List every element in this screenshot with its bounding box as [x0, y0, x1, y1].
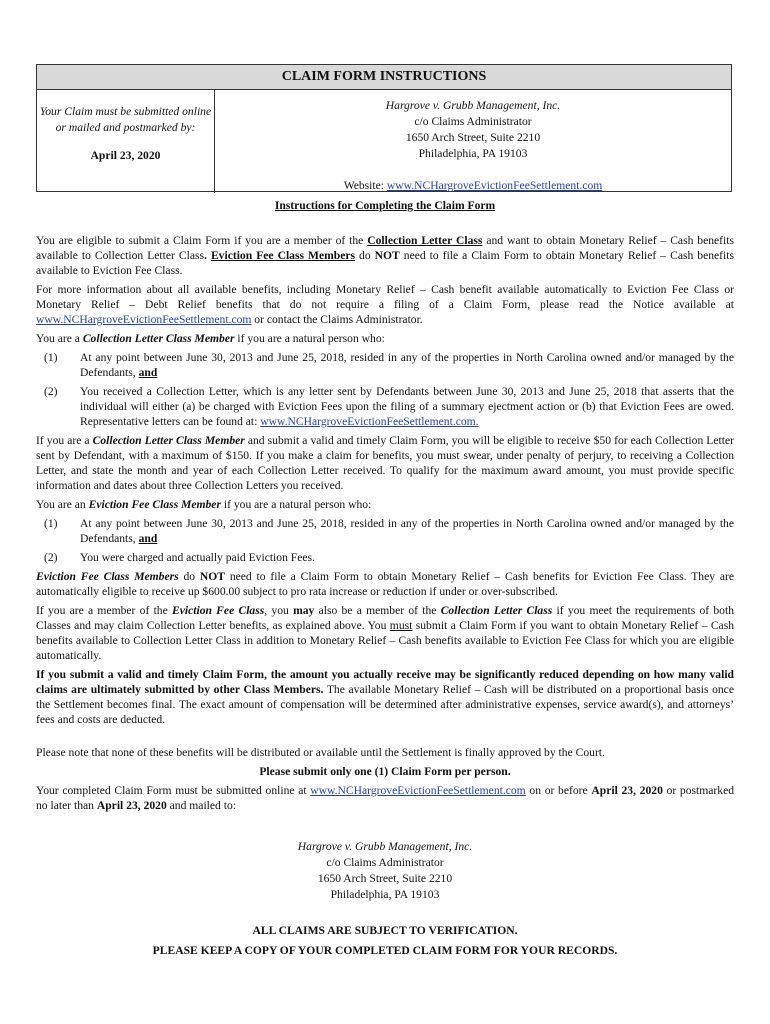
address-line-4: Philadelphia, PA 19103 [330, 888, 440, 901]
address-line-2: c/o Claims Administrator [414, 115, 532, 128]
text: if you meet the requirements of both Classes and may claim Collection Letter benefits, as explained above. You [36, 604, 734, 632]
paragraph-eligibility [36, 233, 734, 278]
collection-letter-class-term: Collection Letter Class Member [92, 434, 245, 447]
text: For more information about all available benefits, including Monetary Relief – Cash benefit available automatically to Eviction Fee Class or Monetary Relief – Debt Relief benefits that do not require a filing of a Claim Form, please read the Notice available at [36, 283, 734, 311]
eviction-fee-class-term: Eviction Fee Class [172, 604, 265, 617]
list-number: (1) [44, 351, 58, 364]
list-number: (2) [44, 551, 58, 564]
one-claim-notice: Please submit only one (1) Claim Form per person. [259, 765, 511, 778]
text: You are a [36, 332, 83, 345]
deadline-note: Your Claim must be submitted online or mailed and postmarked by: [39, 105, 212, 134]
spacer [36, 903, 734, 921]
list-text: You were charged and actually paid Eviction Fees. [80, 551, 315, 564]
not-emphasis: NOT [374, 249, 400, 262]
list-item [36, 550, 734, 565]
deadline-date: April 23, 2020 [90, 149, 161, 162]
website-link[interactable]: www.NCHargroveEvictionFeeSettlement.com. [260, 415, 479, 428]
deadline-cell [37, 90, 215, 193]
text: You received a Collection Letter, which is any letter sent by Defendants between June 30, 2013 and June 25, 2018 that asserts that the individual will either (a) be charged with Eviction Fees upon the filing of a summary ejectment action or (b) that Eviction Fees are owed. Representative letters can be found at: [80, 385, 734, 428]
eviction-fee-class-term: Eviction Fee Class Members [36, 570, 179, 583]
list-text [80, 350, 734, 380]
text: or contact the Claims Administrator. [251, 313, 423, 326]
text: do [355, 249, 375, 262]
text: At any point between June 30, 2013 and June 25, 2018, resided in any of the properties in North Carolina owned and/or managed by the Defendants, [80, 351, 734, 379]
website-label: Website: [343, 179, 387, 192]
text: and want to obtain Monetary Relief – Cash benefits available to Collection Letter Class [36, 234, 735, 262]
text: At any point between June 30, 2013 and June 25, 2018, resided in any of the properties in North Carolina owned and/or managed by the Defendants, [80, 517, 734, 545]
address-line-2: c/o Claims Administrator [326, 856, 444, 869]
text: if you are a natural person who: [220, 498, 372, 511]
list-item [36, 350, 734, 380]
text: If you are a member of the [36, 604, 172, 617]
spacer [36, 817, 734, 839]
paragraph-both-classes [36, 603, 734, 663]
may-emphasis: may [293, 604, 315, 617]
paragraph-collection-class-def [36, 331, 734, 346]
address-line-4: Philadelphia, PA 19103 [418, 147, 528, 160]
list-text [80, 384, 734, 429]
text: and mailed to: [166, 799, 236, 812]
text: need to file a Claim Form to obtain Monetary Relief – Cash benefits available to Eviction Fee Class. [36, 249, 734, 277]
deadline-date: April 23, 2020 [591, 784, 663, 797]
text: or postmarked no later than [36, 784, 735, 812]
text: Your completed Claim Form must be submitted online at [36, 784, 311, 797]
verification-notice: ALL CLAIMS ARE SUBJECT TO VERIFICATION. [252, 924, 518, 937]
deadline-date: April 23, 2020 [96, 799, 167, 812]
paragraph-eviction-automatic [36, 569, 734, 599]
text: You are an [36, 498, 89, 511]
list-number: (2) [44, 385, 58, 398]
paragraph-submission [36, 783, 734, 813]
text: , you [264, 604, 294, 617]
not-emphasis: NOT [199, 570, 226, 583]
address-line-3: 1650 Arch Street, Suite 2210 [405, 131, 541, 144]
website-link[interactable]: www.NCHargroveEvictionFeeSettlement.com [36, 313, 252, 326]
text: and submit a valid and timely Claim Form, you will be eligible to receive $50 for each Collection Letter sent by Defendant, with a maximum of $150. If you make a claim for benefits, you must swear, under penalty of perjury, to receiving a Collection Letter, and state the month and year of each Collection Letter received. To qualify for the maximum award amount, you must provide specific information and dates about three Collection Letters you received. [36, 434, 734, 492]
paragraph-collection-benefits [36, 433, 734, 493]
website-line [215, 178, 731, 194]
text: If you are a [36, 434, 93, 447]
text: also be a member of the [314, 604, 441, 617]
collection-letter-class-term: Collection Letter Class Member [82, 332, 235, 345]
section-subheading: Instructions for Completing the Claim Form [274, 199, 496, 212]
address-cell [215, 90, 731, 193]
collection-letter-class-term: Collection Letter Class [367, 234, 483, 247]
instructions-header-box [36, 64, 732, 192]
website-link[interactable]: www.NCHargroveEvictionFeeSettlement.com [310, 784, 526, 797]
case-name: Hargrove v. Grubb Management, Inc. [385, 99, 561, 112]
and-emphasis: and [138, 366, 158, 379]
text: do [178, 570, 200, 583]
instructions-body [36, 198, 734, 961]
text: submit a Claim Form if you want to obtain Monetary Relief – Cash benefits available to Collection Letter Class in addition to Monetary Relief – Cash benefits available to Eviction Fee Class for which you are eligible automatically. [36, 619, 735, 662]
spacer [36, 731, 734, 745]
paragraph-eviction-class-def [36, 497, 734, 512]
list-item [36, 384, 734, 429]
text: You are eligible to submit a Claim Form if you are a member of the [36, 234, 368, 247]
list-text [80, 516, 734, 546]
list-number: (1) [44, 517, 58, 530]
text: . [204, 249, 211, 262]
text: if you are a natural person who: [234, 332, 385, 345]
eviction-fee-class-term: Eviction Fee Class Member [88, 498, 221, 511]
case-name: Hargrove v. Grubb Management, Inc. [297, 840, 473, 853]
paragraph-approval-note: Please note that none of these benefits will be distributed or available until the Settlement is finally approved by the Court. [36, 746, 605, 759]
collection-letter-class-term: Collection Letter Class [440, 604, 553, 617]
eviction-fee-class-term: Eviction Fee Class Members [210, 249, 356, 262]
keep-copy-notice: PLEASE KEEP A COPY OF YOUR COMPLETED CLAIM FORM FOR YOUR RECORDS. [152, 944, 618, 957]
text: The available Monetary Relief – Cash will be distributed on a proportional basis once the Settlement becomes final. The exact amount of compensation will be determined after administrative expenses, service award(s), and attorneys’ fees and costs are deducted. [36, 683, 734, 726]
address-line-3: 1650 Arch Street, Suite 2210 [317, 872, 453, 885]
page-title: CLAIM FORM INSTRUCTIONS [37, 65, 731, 90]
text: need to file a Claim Form to obtain Monetary Relief – Cash benefits for Eviction Fee Class. They are automatically eligible to receive up $600.00 subject to pro rata increase or reduction if under or over-subscribed. [36, 570, 734, 598]
list-item [36, 516, 734, 546]
and-emphasis: and [138, 532, 158, 545]
mailing-address [36, 839, 734, 903]
header-columns [37, 90, 731, 193]
paragraph-reduction-warning [36, 667, 734, 727]
text: on or before [525, 784, 592, 797]
must-emphasis: must [389, 619, 413, 632]
website-link[interactable]: www.NCHargroveEvictionFeeSettlement.com [386, 179, 603, 192]
paragraph-more-info [36, 282, 734, 327]
reduction-warning: If you submit a valid and timely Claim Form, the amount you actually receive may be significantly reduced depending on how many valid claims are ultimately submitted by other Class Members. [36, 668, 734, 696]
